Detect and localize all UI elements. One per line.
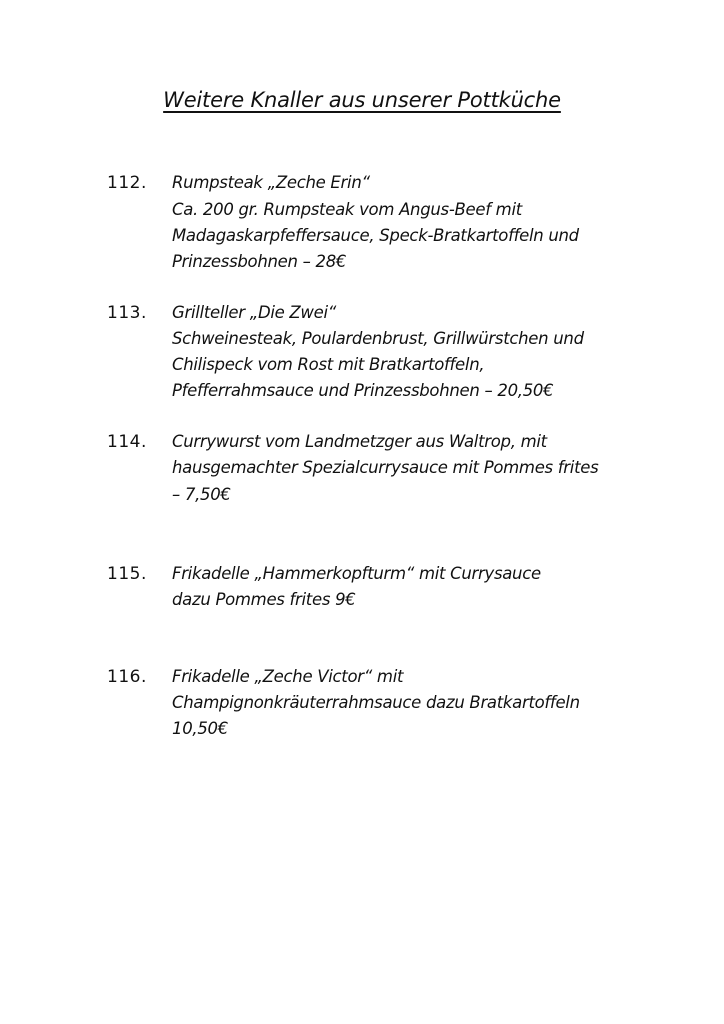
- item-description-line: dazu Pommes frites 9€: [172, 590, 356, 609]
- item-description-line: 10,50€: [172, 719, 228, 738]
- item-number: 114.: [107, 432, 147, 452]
- item-description-line: Pfefferrahmsauce und Prinzessbohnen – 20,50€: [172, 381, 554, 400]
- item-title: Currywurst vom Landmetzger aus Waltrop, mit: [172, 432, 547, 451]
- item-description-line: Chilispeck vom Rost mit Bratkartoffeln,: [172, 355, 485, 374]
- page-title: [0, 86, 724, 114]
- item-number: 116.: [107, 667, 147, 687]
- item-number: 113.: [107, 303, 147, 323]
- item-description-line: Champignonkräuterrahmsauce dazu Bratkartoffeln: [172, 693, 580, 712]
- item-description-line: Madagaskarpfeffersauce, Speck-Bratkartoffeln und: [172, 226, 579, 245]
- page-title-text: Weitere Knaller aus unserer Pottküche: [163, 88, 561, 112]
- item-title: Grillteller „Die Zwei“: [172, 303, 337, 322]
- item-number: 112.: [107, 173, 147, 193]
- item-title: Frikadelle „Hammerkopfturm“ mit Currysauce: [172, 564, 541, 583]
- item-description-line: Schweinesteak, Poulardenbrust, Grillwürstchen und: [172, 329, 584, 348]
- item-title: Frikadelle „Zeche Victor“ mit: [172, 667, 404, 686]
- item-title: Rumpsteak „Zeche Erin“: [172, 173, 370, 192]
- item-description-line: Ca. 200 gr. Rumpsteak vom Angus-Beef mit: [172, 200, 522, 219]
- item-number: 115.: [107, 564, 147, 584]
- item-description-line: – 7,50€: [172, 485, 231, 504]
- item-description-line: Prinzessbohnen – 28€: [172, 252, 347, 271]
- item-description-line: hausgemachter Spezialcurrysauce mit Pommes frites: [172, 458, 599, 477]
